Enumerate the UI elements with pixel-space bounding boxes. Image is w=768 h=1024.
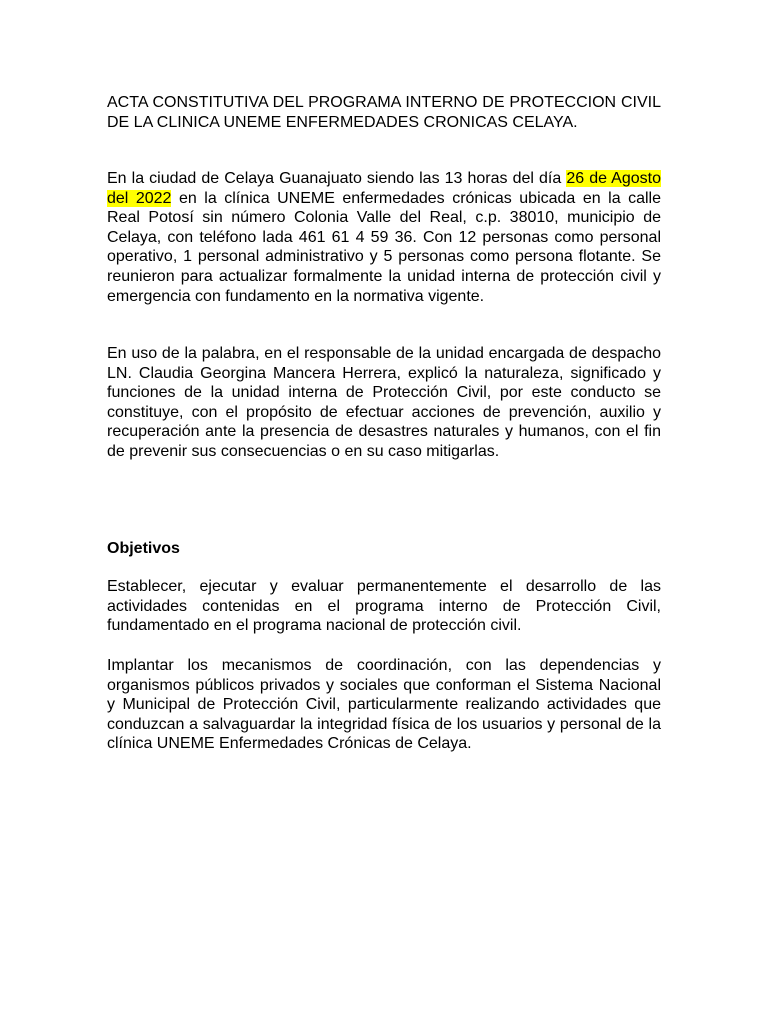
document-title: ACTA CONSTITUTIVA DEL PROGRAMA INTERNO DE PROTECCION CIVIL DE LA CLINICA UNEME ENFERMEDADES CRONICAS CELAYA. <box>107 94 661 131</box>
paragraph-meeting-details <box>107 169 661 306</box>
objective-item-2: Implantar los mecanismos de coordinación, con las dependencias y organismos públicos privados y sociales que conforman el Sistema Nacional y Municipal de Protección Civil, particularmente realizando actividades que conduzcan a salvaguardar la integridad física de los usuarios y personal de la clínica UNEME Enfermedades Crónicas de Celaya. <box>107 657 661 753</box>
objectives-heading: Objetivos <box>107 540 180 557</box>
paragraph-unit-constitution: En uso de la palabra, en el responsable de la unidad encargada de despacho LN. Claudia Georgina Mancera Herrera, explicó la naturaleza, significado y funciones de la unidad interna de Protección Civil, por este conducto se constituye, con el propósito de efectuar acciones de prevención, auxilio y recuperación ante la presencia de desastres naturales y humanos, con el fin de prevenir sus consecuencias o en su caso mitigarlas. <box>107 345 661 460</box>
objective-item-1: Establecer, ejecutar y evaluar permanentemente el desarrollo de las actividades contenidas en el programa interno de Protección Civil, fundamentado en el programa nacional de protección civil. <box>107 578 661 635</box>
paragraph-meeting-details-intro: En la ciudad de Celaya Guanajuato siendo las 13 horas del día <box>107 170 567 187</box>
paragraph-meeting-details-body: en la clínica UNEME enfermedades crónicas ubicada en la calle Real Potosí sin número Colonia Valle del Real, c.p. 38010, municipio de Celaya, con teléfono lada 461 61 4 59 36. Con 12 personas como personal operativo, 1 personal administrativo y 5 personas como persona flotante. Se reunieron para actualizar formalmente la unidad interna de protección civil y emergencia con fundamento en la normativa vigente. <box>107 189 662 305</box>
highlighted-date: 26 de Agosto del 2022 <box>107 170 661 207</box>
